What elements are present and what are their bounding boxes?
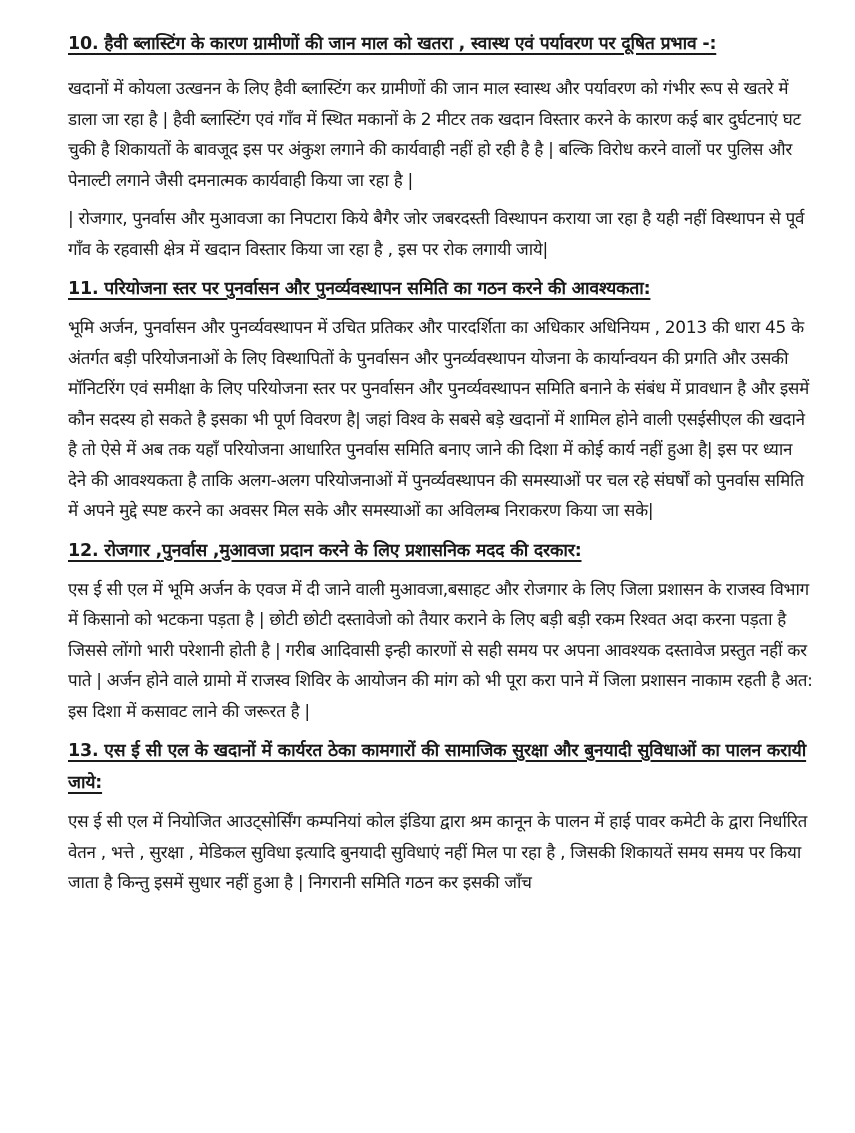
section-11-heading: 11. परियोजना स्तर पर पुनर्वासन और पुनर्व्यवस्थापन समिति का गठन करने की आवश्यकता: — [68, 279, 651, 299]
section-10-heading: 10. हैवी ब्लास्टिंग के कारण ग्रामीणों की जान माल को खतरा , स्वास्थ एवं पर्यावरण पर दूषित प्रभाव -: — [68, 34, 717, 54]
section-10-paragraph-1: खदानों में कोयला उत्खनन के लिए हैवी ब्लास्टिंग कर ग्रामीणों की जान माल स्वास्थ और पर्यावरण को गंभीर रूप से खतरे में डाला जा रहा है | हैवी ब्लास्टिंग एवं गाँव में स्थित मकानों के 2 मीटर तक खदान विस्तार करने के कारण कई बार दुर्घटनाएं घट चुकी है शिकायतों के बावजूद इस पर अंकुश लगाने की कार्यवाही नहीं हो रही है है | बल्कि विरोध करने वालों पर पुलिस और पेनाल्टी लगाने जैसी दमनात्मक कार्यवाही किया जा रहा है | — [68, 79, 801, 191]
section-10-paragraph-2: | रोजगार, पुनर्वास और मुआवजा का निपटारा किये बैगैर जोर जबरदस्ती विस्थापन कराया जा रहा है यही नहीं विस्थापन से पूर्व गाँव के रहवासी क्षेत्र में खदान विस्तार किया जा रहा है , इस पर रोक लगायी जाये| — [68, 209, 805, 260]
section-12-heading: 12. रोजगार ,पुनर्वास ,मुआवजा प्रदान करने के लिए प्रशासनिक मदद की दरकार: — [68, 540, 582, 561]
section-12-paragraph-1: एस ई सी एल में भूमि अर्जन के एवज में दी जाने वाली मुआवजा,बसाहट और रोजगार के लिए जिला प्रशासन के राजस्व विभाग में किसानो को भटकना पड़ता है | छोटी छोटी दस्तावेजो को तैयार कराने के लिए बड़ी बड़ी रकम रिश्वत अदा करना पड़ता है जिससे लोंगो भारी परेशानी होती है | गरीब आदिवासी इन्ही कारणों से सही समय पर अपना आवश्यक दस्तावेज प्रस्तुत नहीं कर पाते | अर्जन होने वाले ग्रामो में राजस्व शिविर के आयोजन की मांग को भी पूरा करा पाने में जिला प्रशासन नाकाम रहती है अत: इस दिशा में कसावट लाने की जरूरत है | — [68, 579, 813, 722]
section-13-heading: 13. एस ई सी एल के खदानों में कार्यरत ठेका कामगारों की सामाजिक सुरक्षा और बुनयादी सुविधाओं का पालन करायी जाये: — [68, 741, 807, 793]
section-13-paragraph-1: एस ई सी एल में नियोजित आउट्सोर्सिंग कम्पनियां कोल इंडिया द्वारा श्रम कानून के पालन में हाई पावर कमेटी के द्वारा निर्धारित वेतन , भत्ते , सुरक्षा , मेडिकल सुविधा इत्यादि बुनयादी सुविधाएं नहीं मिल पा रहा है , जिसकी शिकायतें समय समय पर किया जाता है किन्तु इसमें सुधार नहीं हुआ है | निगरानी समिति गठन कर इसकी जाँच — [68, 812, 808, 893]
section-11-paragraph-1: भूमि अर्जन, पुनर्वासन और पुनर्व्यवस्थापन में उचित प्रतिकर और पारदर्शिता का अधिकार अधिनियम , 2013 की धारा 45 के अंतर्गत बड़ी परियोजनाओं के लिए विस्थापितों के पुनर्वासन और पुनर्व्यवस्थापन योजना के कार्यान्वयन की प्रगति और उसकी मॉनिटरिंग एवं समीक्षा के लिए परियोजना स्तर पर पुनर्वासन और पुनर्व्यवस्थापन समिति बनाने के संबंध में प्रावधान है और इसमें कौन सदस्य हो सकते है इसका भी पूर्ण विवरण है| जहां विश्व के सबसे बड़े खदानों में शामिल होने वाली एसईसीएल की खदाने है तो ऐसे में अब तक यहाँ परियोजना आधारित पुनर्वास समिति बनाए जाने की दिशा में कोई कार्य नहीं हुआ है| इस पर ध्यान देने की आवश्यकता है ताकि अलग-अलग परियोजनाओं में पुनर्व्यवस्थापन की समस्याओं पर चल रहे संघर्षों को पुनर्वास समिति में अपने मुद्दे स्पष्ट करने का अवसर मिल सके और समस्याओं का अविलम्ब निराकरण किया जा सके| — [68, 318, 809, 521]
